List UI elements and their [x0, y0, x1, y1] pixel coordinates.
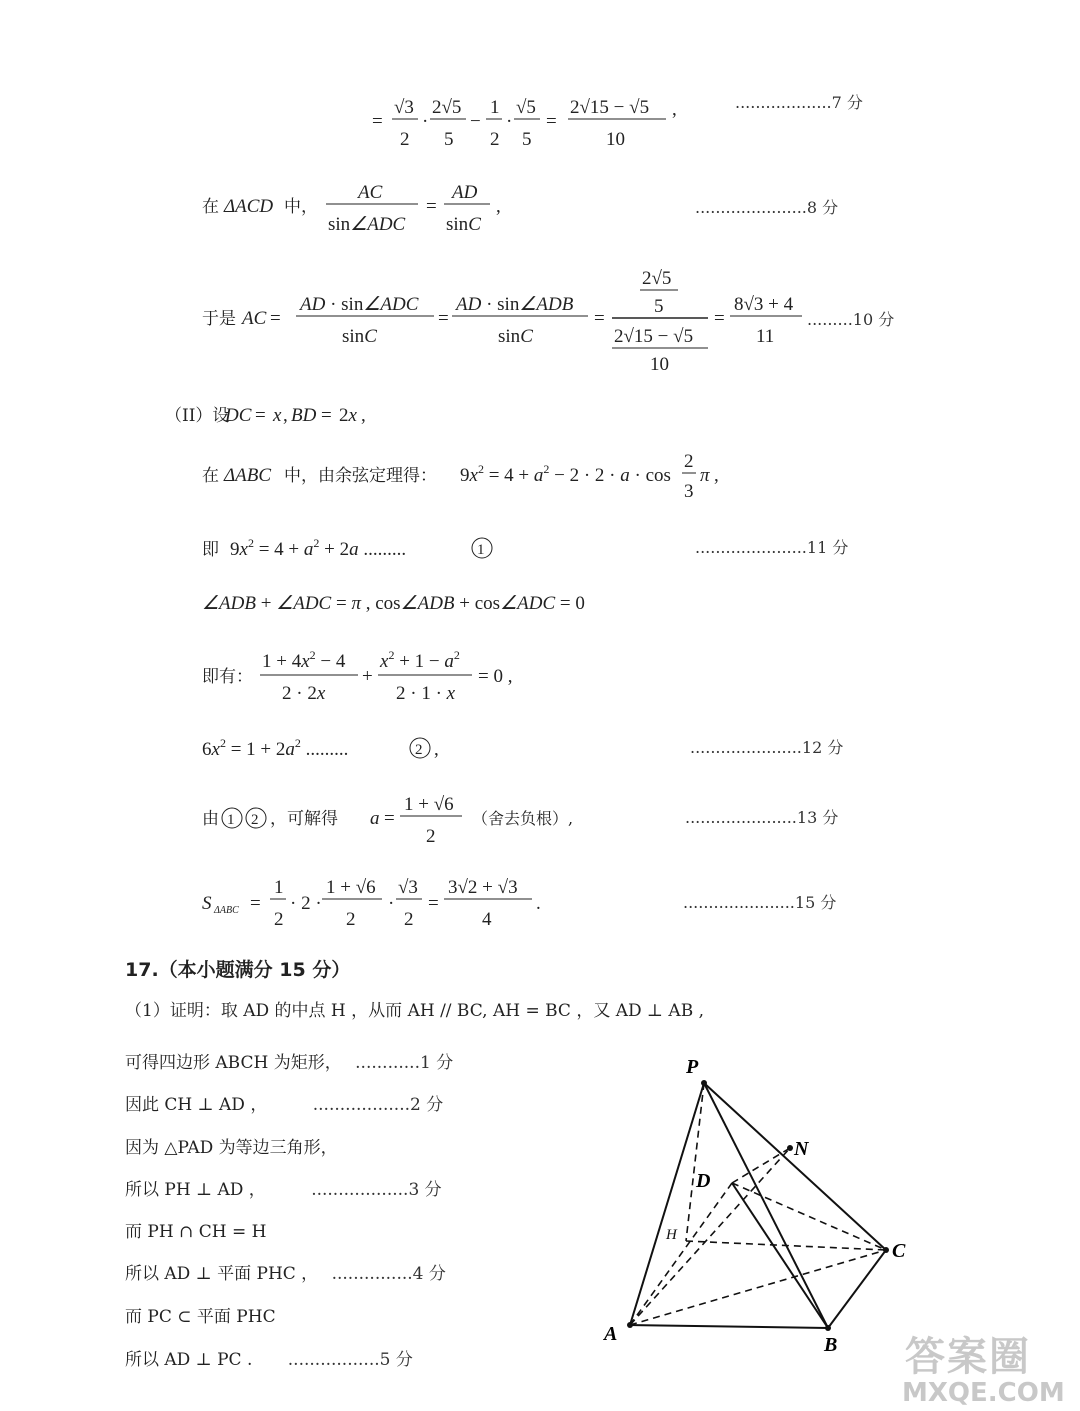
part2-line2-formula: [202, 445, 762, 505]
svg-text:= 0 ,: = 0 ,: [478, 666, 513, 687]
step10-points: .........10 分: [807, 310, 895, 329]
edge-AB: [630, 1325, 828, 1328]
svg-text:1: 1: [274, 877, 284, 898]
svg-text:=: =: [321, 405, 332, 426]
angle-sum-formula: [202, 590, 662, 616]
q17-line-2-text: 因此 CH ⊥ AD ，: [125, 1095, 268, 1115]
svg-text:2: 2: [684, 451, 694, 472]
jiyou-formula: [202, 645, 532, 705]
edge-HC: [686, 1241, 886, 1250]
svg-text:+: +: [362, 666, 373, 687]
step13-expression: [202, 790, 602, 854]
edge-BC: [828, 1250, 886, 1328]
label-H: H: [666, 1227, 677, 1243]
svg-text:ΔABC: ΔABC: [224, 465, 272, 486]
angle-sum: [202, 590, 662, 620]
svg-text:a: a: [370, 808, 380, 829]
svg-text:2x: 2x: [339, 405, 357, 426]
svg-text:2: 2: [274, 909, 284, 930]
svg-text:·: ·: [422, 111, 429, 132]
svg-text:4: 4: [482, 909, 492, 930]
svg-text:AD · sin∠ADC: AD · sin∠ADC: [300, 294, 419, 315]
q17-line-4-text: 所以 PH ⊥ AD ，: [125, 1180, 266, 1200]
svg-text:2: 2: [415, 742, 423, 758]
step15-expression: [202, 873, 562, 937]
svg-text:√3: √3: [398, 877, 418, 898]
svg-text:于是: 于是: [202, 309, 236, 329]
edge-PC: [704, 1083, 886, 1250]
svg-text:ΔABC: ΔABC: [214, 905, 239, 916]
svg-text:1: 1: [227, 812, 235, 828]
svg-text:2: 2: [426, 826, 436, 847]
svg-text:2: 2: [346, 909, 356, 930]
svg-text:1: 1: [490, 97, 500, 118]
svg-text:=: =: [546, 111, 557, 132]
svg-text:DC: DC: [225, 405, 252, 426]
q17-line-5: [125, 1224, 266, 1241]
part2-line1-formula: [165, 402, 425, 428]
svg-text:即: 即: [202, 540, 219, 560]
q17-line-8-points: .................5 分: [287, 1350, 413, 1370]
svg-text:11: 11: [756, 326, 775, 347]
q17-line-6-text: 所以 AD ⊥ 平面 PHC ，: [125, 1264, 319, 1284]
svg-text:2 · 1 · x: 2 · 1 · x: [396, 683, 456, 704]
svg-text:9x2 = 4 + a2 − 2 · 2 · a · cos: $9x^2 = 4 + a^2 - 2 \cdot 2 \cdot a \cdot \cos$: [460, 462, 671, 486]
q17-line-1-points: ............1 分: [355, 1053, 454, 1073]
step7-points: ...................7 分: [735, 93, 863, 112]
svg-text:·: ·: [388, 893, 395, 914]
svg-text:=: =: [250, 893, 261, 914]
svg-text:π: π: [700, 465, 710, 486]
svg-text:5: 5: [444, 129, 454, 150]
label-N: N: [794, 1138, 809, 1160]
svg-text:AD · sin∠ADB: AD · sin∠ADB: [456, 294, 574, 315]
svg-text:· 2 ·: · 2 ·: [290, 893, 322, 914]
step13-points: ......................13 分: [685, 808, 839, 827]
svg-text:8√3 + 4: 8√3 + 4: [734, 294, 794, 315]
svg-text:∠ADB + ∠ADC = π , cos∠ADB + c: ∠ADB + ∠ADC = π , cos∠ADB + cos∠ADC = 0: [202, 593, 585, 614]
svg-text:2: 2: [251, 812, 259, 828]
svg-text:中，: 中，: [284, 197, 318, 217]
svg-text:AC: AC: [242, 308, 267, 329]
svg-text:=: =: [438, 308, 449, 329]
step11-expression: [202, 535, 502, 565]
q17-line-3: [125, 1140, 338, 1157]
svg-text:=: =: [714, 308, 725, 329]
svg-text:,: ,: [361, 405, 366, 426]
svg-text:5: 5: [654, 296, 664, 317]
edge-AD: [630, 1183, 732, 1325]
svg-text:，可解得: ，可解得: [270, 809, 338, 829]
q17-line-1: [125, 1055, 453, 1072]
svg-text:在: 在: [202, 197, 219, 217]
svg-text:由: 由: [202, 809, 219, 829]
step10-formula: [202, 262, 822, 377]
edge-PB: [704, 1083, 828, 1328]
step15-formula: [202, 873, 562, 933]
watermark-logo: 答案圈: [905, 1334, 1031, 1380]
svg-text:5: 5: [522, 129, 532, 150]
svg-text:BD: BD: [291, 405, 317, 426]
step12-formula: [202, 735, 462, 761]
svg-text:2: 2: [490, 129, 500, 150]
svg-text:sinC: sinC: [446, 214, 481, 235]
svg-text:,: ,: [434, 739, 439, 760]
step7-expression: [372, 95, 692, 159]
svg-text:2 · 2x: 2 · 2x: [282, 683, 326, 704]
point-C: [883, 1247, 889, 1253]
step12-expression: [202, 735, 462, 765]
step12-points: ......................12 分: [690, 738, 844, 757]
svg-text:9x2 = 4 + a2 + 2a .........: $9x^2 = 4 + a^2 + 2a$ .........: [230, 536, 407, 560]
q17-line-6-points: ...............4 分: [331, 1264, 446, 1284]
q17-line-8: [125, 1352, 413, 1369]
svg-text:x2 + 1 − a2: $x^2 + 1 - a^2$: [380, 648, 460, 672]
svg-text:√5: √5: [516, 97, 536, 118]
edge-PH: [686, 1083, 704, 1241]
step8-points: ......................8 分: [695, 198, 839, 217]
svg-text:3: 3: [684, 481, 694, 502]
svg-text:=: =: [255, 405, 266, 426]
svg-text:1: 1: [477, 542, 485, 558]
label-P: P: [686, 1056, 699, 1078]
step8-expression: [202, 180, 522, 244]
svg-text:6x2 = 1 + 2a2 .........: $6x^2 = 1 + 2a^2$ .........: [202, 736, 349, 760]
svg-text:即有：: 即有：: [202, 667, 253, 687]
pyramid-figure: [590, 1045, 930, 1365]
svg-text:=: =: [428, 893, 439, 914]
part2-line1: [165, 402, 425, 432]
label-B: B: [824, 1334, 838, 1356]
svg-text:sin∠ADC: sin∠ADC: [328, 214, 406, 235]
watermark-url: MXQE.COM: [902, 1378, 1065, 1408]
svg-text:x: x: [273, 405, 282, 426]
svg-text:2√15 − √5: 2√15 − √5: [570, 97, 650, 118]
svg-text:.: .: [536, 893, 541, 914]
svg-text:=: =: [594, 308, 605, 329]
step13-formula: [202, 790, 602, 850]
q17-line-8-text: 所以 AD ⊥ PC .: [125, 1350, 253, 1370]
step10-expression: [202, 262, 822, 381]
svg-text:2√15 − √5: 2√15 − √5: [614, 326, 694, 347]
point-B: [825, 1325, 831, 1331]
point-P: [701, 1080, 707, 1086]
q17-intro: （1）证明：取 AD 的中点 H ，从而 AH // BC, AH = BC ，又 AD ⊥ AB ,: [125, 1001, 705, 1021]
svg-text:S: S: [202, 893, 212, 914]
svg-text:·: ·: [506, 111, 513, 132]
q17-line-4: [125, 1182, 442, 1199]
svg-text:ΔACD: ΔACD: [224, 196, 274, 217]
svg-text:=: =: [270, 308, 281, 329]
svg-text:,: ,: [672, 99, 677, 120]
step15-points: ......................15 分: [683, 893, 837, 912]
step11-formula: [202, 535, 502, 561]
svg-text:2: 2: [404, 909, 414, 930]
svg-text:,: ,: [714, 465, 719, 486]
q17-line-2-points: ..................2 分: [312, 1095, 444, 1115]
svg-text:（舍去负根）,: （舍去负根）,: [472, 809, 574, 828]
svg-text:10: 10: [650, 354, 669, 375]
svg-text:1 + √6: 1 + √6: [404, 794, 454, 815]
label-C: C: [892, 1240, 906, 1262]
q17-line-4-points: ..................3 分: [311, 1180, 442, 1200]
svg-text:2: 2: [400, 129, 410, 150]
step7-formula: [372, 95, 692, 155]
svg-text:3√2 + √3: 3√2 + √3: [448, 877, 518, 898]
svg-text:2√5: 2√5: [642, 268, 672, 289]
svg-text:sinC: sinC: [342, 326, 377, 347]
point-A: [627, 1322, 633, 1328]
svg-text:2√5: 2√5: [432, 97, 462, 118]
q17-line-6: [125, 1266, 446, 1283]
svg-text:√3: √3: [394, 97, 414, 118]
jiyou-expression: [202, 645, 532, 709]
svg-text:=: =: [384, 808, 395, 829]
step11-points: ......................11 分: [695, 538, 849, 557]
q17-line-3-text: 因为 △PAD 为等边三角形，: [125, 1138, 338, 1158]
svg-text:1 + √6: 1 + √6: [326, 877, 376, 898]
svg-text:AC: AC: [358, 182, 383, 203]
point-N: [787, 1145, 793, 1151]
q17-line-7-text: 而 PC ⊂ 平面 PHC: [125, 1307, 276, 1327]
edge-PA: [630, 1083, 704, 1325]
svg-text:（II）设: （II）设: [165, 406, 230, 426]
q17-line-1-text: 可得四边形 ABCH 为矩形，: [125, 1053, 342, 1073]
edge-AC: [630, 1250, 886, 1325]
svg-text:−: −: [470, 111, 481, 132]
svg-text:=: =: [426, 196, 437, 217]
svg-text:在: 在: [202, 466, 219, 486]
svg-text:AD: AD: [452, 182, 478, 203]
q17-line-5-text: 而 PH ∩ CH = H: [125, 1222, 267, 1242]
svg-text:1 + 4x2 − 4: $1 + 4x^2 - 4$: [262, 648, 346, 672]
svg-text:10: 10: [606, 129, 625, 150]
label-A: A: [604, 1323, 618, 1345]
label-D: D: [696, 1170, 711, 1192]
svg-text:=: =: [372, 111, 383, 132]
svg-text:,: ,: [496, 196, 501, 217]
q17-heading: 17.（本小题满分 15 分）: [125, 959, 351, 981]
svg-text:中，由余弦定理得：: 中，由余弦定理得：: [284, 466, 437, 486]
q17-line-2: [125, 1097, 443, 1114]
svg-text:sinC: sinC: [498, 326, 533, 347]
part2-line2: [202, 445, 762, 509]
svg-text:,: ,: [283, 405, 288, 426]
q17-line-7: [125, 1309, 276, 1326]
step8-formula: [202, 180, 522, 240]
